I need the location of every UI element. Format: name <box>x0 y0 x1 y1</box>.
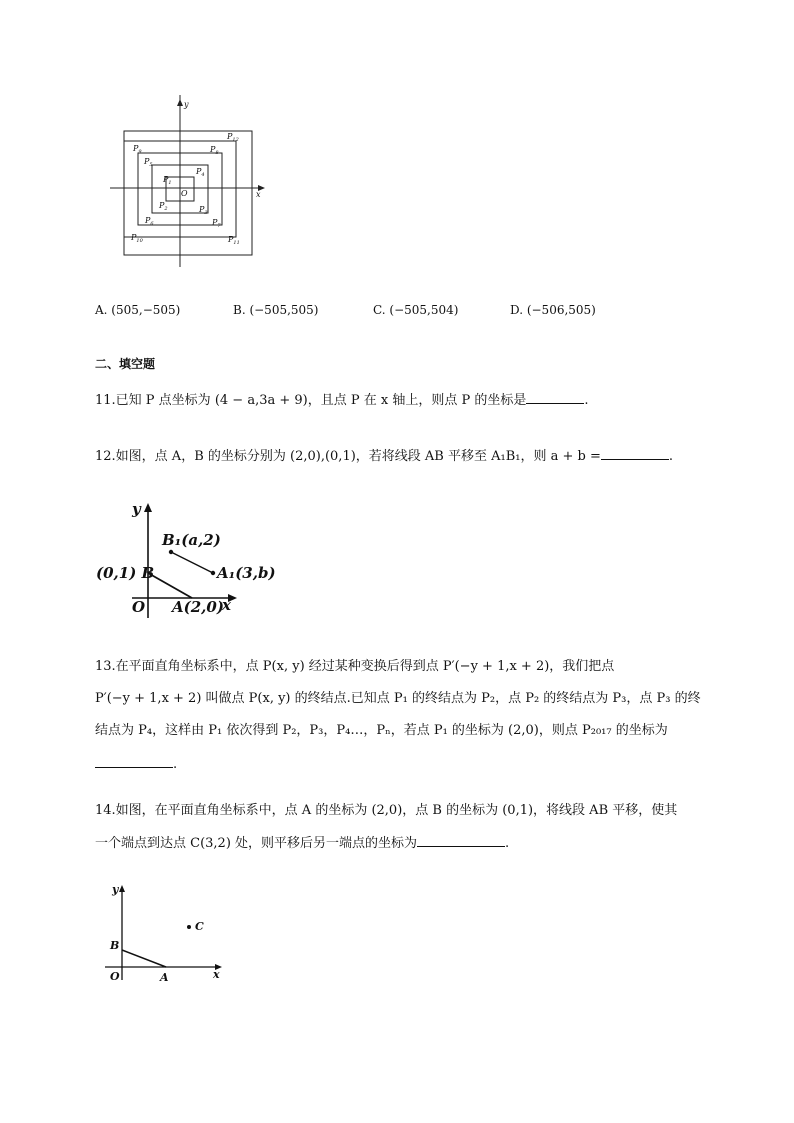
label-p7: $P_7$ <box>212 218 221 229</box>
option-d[interactable]: D. (−506,505) <box>510 303 596 317</box>
q11-blank[interactable] <box>526 389 584 404</box>
q12-a1-label: A₁(3,b) <box>217 564 276 582</box>
spiral-figure <box>95 95 275 270</box>
q12-y-label: y <box>132 500 141 518</box>
option-a[interactable]: A. (505,−505) <box>95 303 181 317</box>
question-13-line-1: 13.在平面直角坐标系中，点 P(x, y) 经过某种变换后得到点 P′(−y + 1,x + 2)，我们把点 <box>95 659 615 674</box>
q12-b1-label: B₁(a,2) <box>162 531 221 549</box>
label-p4: $P_4$ <box>196 167 205 178</box>
question-13-line-3: 结点为 P₄，这样由 P₁ 依次得到 P₂，P₃，P₄…，Pₙ，若点 P₁ 的坐标为 (2,0)，则点 P₂₀₁₇ 的坐标为 <box>95 723 668 738</box>
q12-a-label: A(2,0) <box>172 598 224 616</box>
q14-c-label: C <box>195 920 204 933</box>
label-p12: $P_{12}$ <box>227 132 239 143</box>
q14-o-label: O <box>110 970 120 983</box>
question-12 <box>95 445 673 467</box>
label-p1: $P_1$ <box>163 175 172 186</box>
label-p10: $P_{10}$ <box>131 233 143 244</box>
q12-end: . <box>668 449 674 464</box>
option-b[interactable]: B. (−505,505) <box>233 303 319 317</box>
label-p5: $P_5$ <box>144 157 153 168</box>
q14-text: 一个端点到达点 C(3,2) 处，则平移后另一端点的坐标为 <box>95 836 418 851</box>
q14-end: . <box>505 836 510 851</box>
label-p8: $P_8$ <box>210 145 219 156</box>
q14-figure <box>100 880 230 985</box>
question-13-line-2: P′(−y + 1,x + 2) 叫做点 P(x, y) 的终结点.已知点 P₁ 的终结点为 P₂，点 P₂ 的终结点为 P₃，点 P₃ 的终 <box>95 691 701 706</box>
q14-x-label: x <box>213 968 220 981</box>
axis-y-label: y <box>184 100 189 109</box>
question-14-line-1: 14.如图，在平面直角坐标系中，点 A 的坐标为 (2,0)，点 B 的坐标为 (0,1)，将线段 AB 平移，使其 <box>95 803 678 818</box>
section-title: 二、填空题 <box>95 357 156 371</box>
label-p11: $P_{11}$ <box>228 235 240 246</box>
origin-label: O <box>181 189 188 198</box>
q11-end: . <box>584 393 589 408</box>
q11-text: 11.已知 P 点坐标为 (4 − a,3a + 9)，且点 P 在 x 轴上，则点 P 的坐标是 <box>95 393 527 408</box>
q12-figure <box>92 498 276 623</box>
question-13-answer <box>95 753 177 775</box>
q14-a-label: A <box>160 971 169 984</box>
label-p2: $P_2$ <box>159 201 168 212</box>
q12-blank[interactable] <box>601 445 669 460</box>
q14-blank[interactable] <box>417 832 505 847</box>
label-p3: $P_3$ <box>199 205 208 216</box>
axis-x-label: x <box>256 190 261 199</box>
question-14-line-2 <box>95 832 509 854</box>
q12-b-label: (0,1) B <box>96 564 155 582</box>
question-11 <box>95 389 588 411</box>
q13-blank[interactable] <box>95 753 173 768</box>
label-p9: $P_9$ <box>133 144 142 155</box>
option-c[interactable]: C. (−505,504) <box>373 303 459 317</box>
q14-y-label: y <box>112 883 119 896</box>
q12-x-label: x <box>222 596 231 614</box>
q14-b-label: B <box>110 939 120 952</box>
q12-o-label: O <box>132 598 146 616</box>
q13-end: . <box>173 757 178 772</box>
label-p6: $P_6$ <box>145 216 154 227</box>
q12-text: 12.如图，点 A，B 的坐标分别为 (2,0),(0,1)，若将线段 AB 平移至 A₁B₁，则 a + b = <box>95 449 601 464</box>
